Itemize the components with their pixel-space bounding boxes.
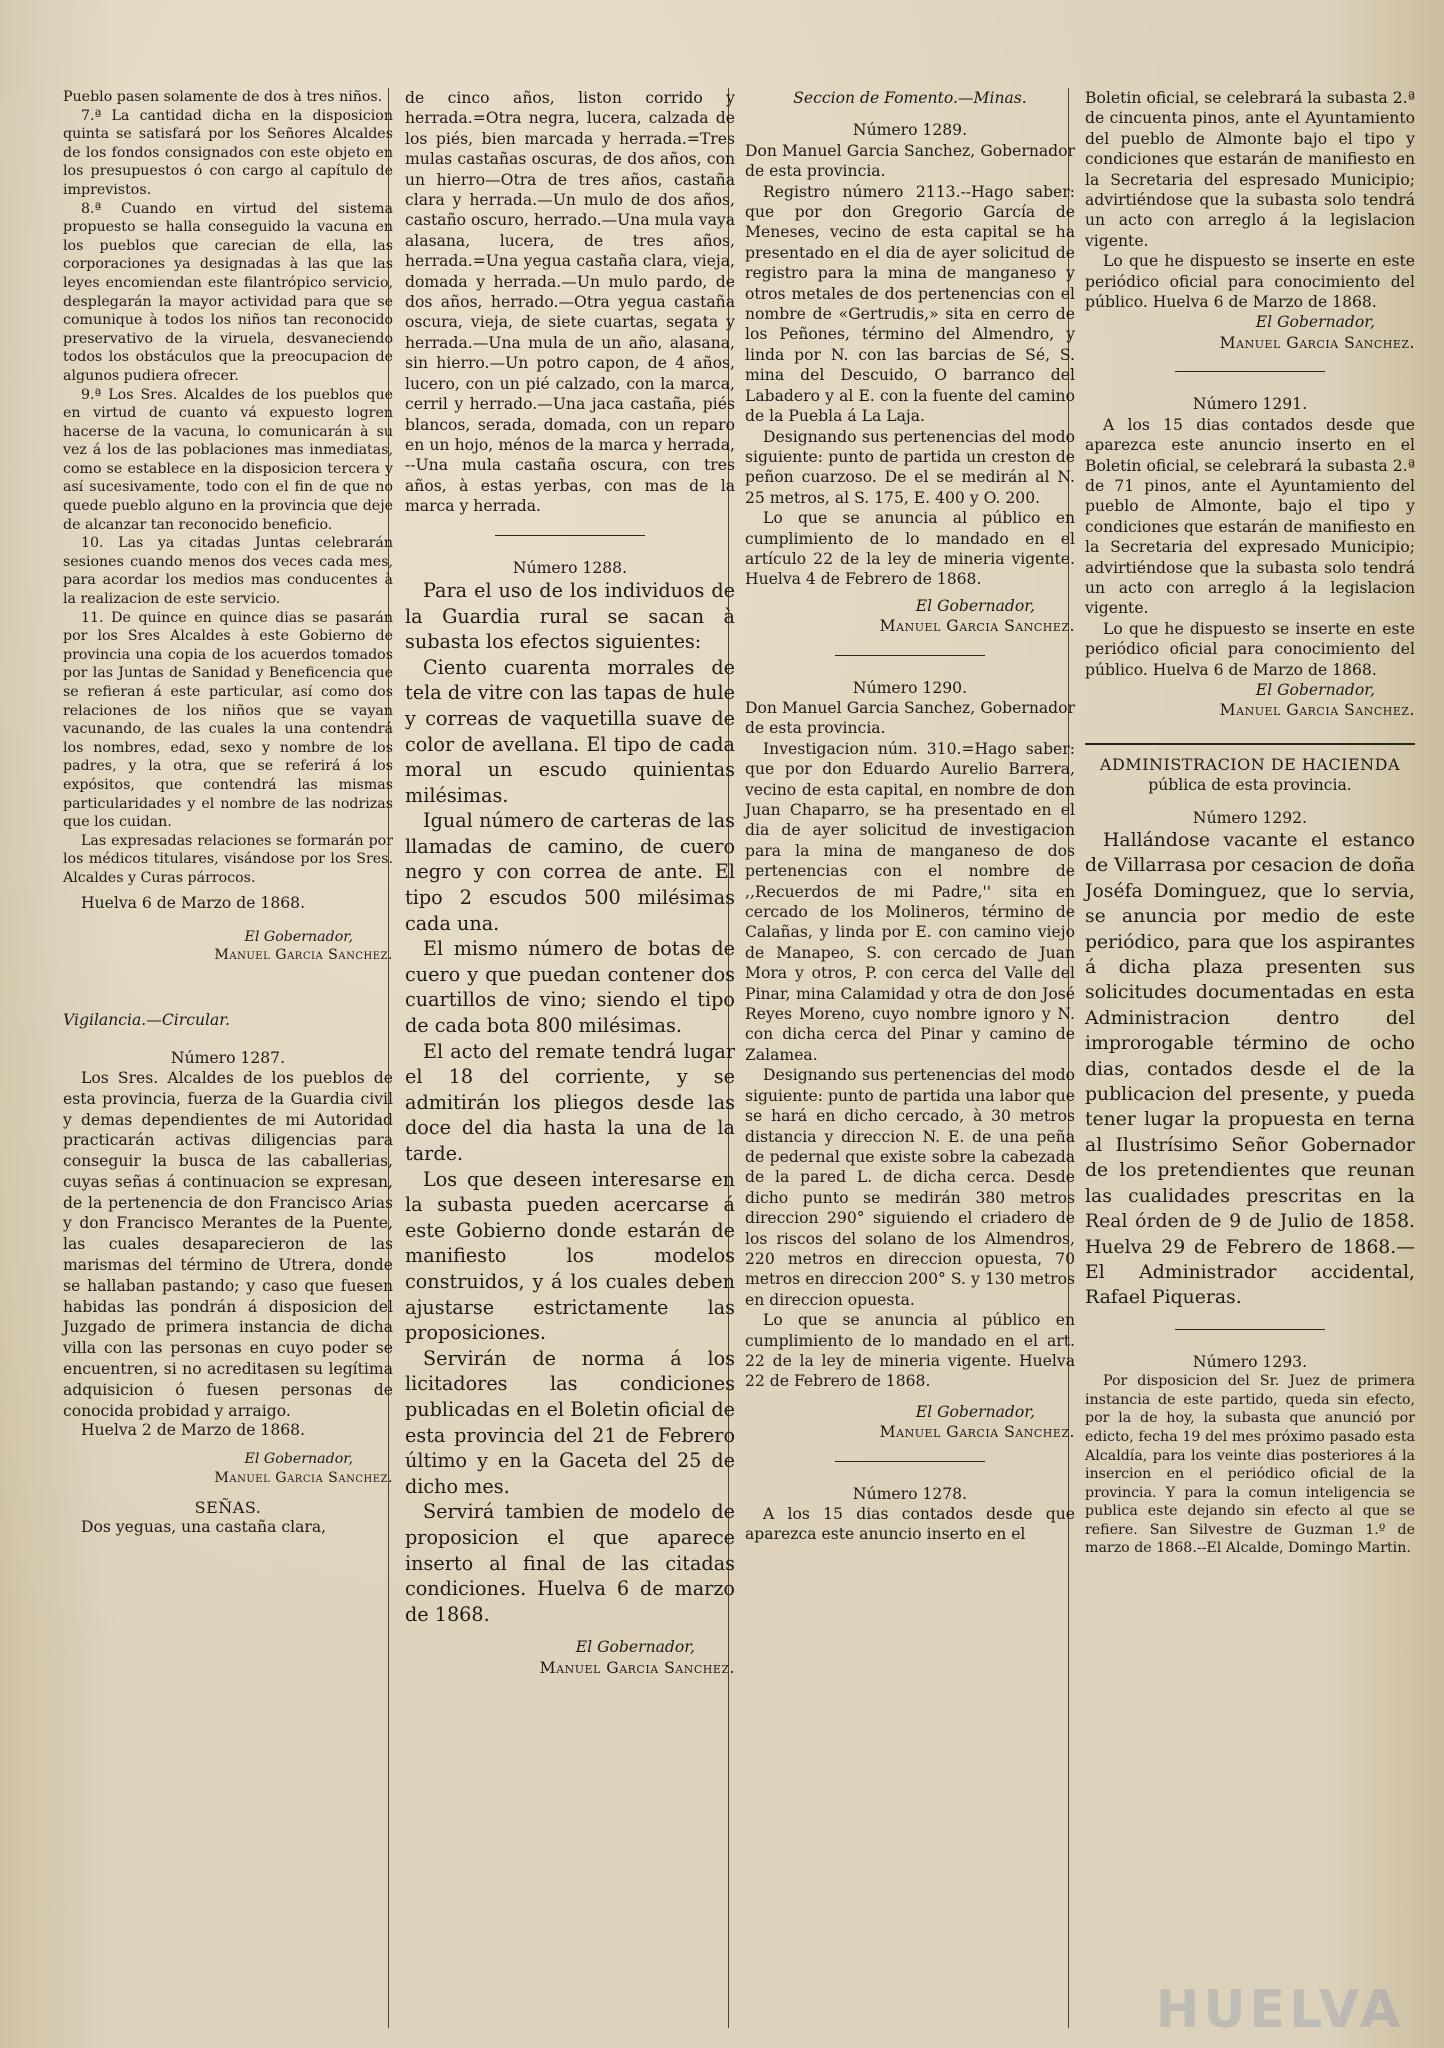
senas-heading: SEÑAS. bbox=[194, 1498, 262, 1518]
date-line: Huelva 6 de Marzo de 1868. bbox=[81, 893, 306, 912]
paragraph: Ciento cuarenta morrales de tela de vitre con las tapas de hule y correas de vaquetilla suave de color de avellana. El tipo de cada moral un escudo quinientas milésimas. bbox=[405, 655, 735, 807]
separator-rule bbox=[1175, 1329, 1325, 1330]
paragraph: 9.ª Los Sres. Alcaldes de los pueblos que en virtud de cuanto vá expuesto logren hacerse de la vacuna, lo comunicarán à su vez á los de las poblaciones mas inmediatas, como se establece en la disposicion tercera y así sucesivamente, todo con el fin de que no quede pueblo alguno en la provincia que deje de alcanzar tan reconocido beneficio. bbox=[63, 386, 393, 533]
paragraph: A los 15 dias contados desde que aparezca este anuncio inserto en el bbox=[745, 1505, 1075, 1544]
signature-name: Manuel Garcia Sanchez. bbox=[1219, 701, 1415, 720]
signature-title: El Gobernador, bbox=[915, 596, 1035, 615]
signature-title: El Gobernador, bbox=[575, 1638, 695, 1657]
paragraph: Igual número de carteras de las llamadas de camino, de cuero negro y con correa de ante. El tipo 2 escudos 500 milésimas cada una. bbox=[405, 809, 735, 935]
paragraph: Servirán de norma á los licitadores las condiciones publicadas en el Boletin oficial de esta provincia del 21 de Febrero último y en la Gaceta del 25 de dicho mes. bbox=[405, 1346, 735, 1498]
paragraph: Lo que he dispuesto se inserte en este periódico oficial para conocimiento del público. Huelva 6 de Marzo de 1868. bbox=[1085, 252, 1415, 312]
signature-title: El Gobernador, bbox=[1255, 680, 1375, 699]
signature-name: Manuel Garcia Sanchez. bbox=[214, 1469, 393, 1486]
notice-number: Número 1292. bbox=[1192, 808, 1308, 827]
paragraph: 7.ª La cantidad dicha en la disposicion quinta se satisfará por los Señores Alcaldes de los fondos consignados con este objeto en los presupuestos ó con cargo al capítulo de imprevistos. bbox=[63, 107, 393, 198]
notice-header: Don Manuel Garcia Sanchez, Gobernador de esta provincia. bbox=[745, 141, 1075, 181]
signature-title: El Gobernador, bbox=[1255, 313, 1375, 332]
signature-name: Manuel Garcia Sanchez. bbox=[539, 1658, 735, 1677]
section-rule bbox=[1085, 743, 1415, 745]
signature-name: Manuel Garcia Sanchez. bbox=[879, 617, 1075, 636]
separator-rule bbox=[495, 535, 645, 536]
notice-number: Número 1293. bbox=[1192, 1352, 1308, 1371]
separator-rule bbox=[835, 1461, 985, 1462]
column-4 bbox=[1085, 88, 1415, 1558]
separator-rule bbox=[1175, 371, 1325, 372]
signature-title: El Gobernador, bbox=[244, 928, 353, 945]
paragraph: El acto del remate tendrá lugar el 18 del corriente, y se admitirán los pliegos desde las doce del dia hasta la una de la tarde. bbox=[405, 1039, 735, 1165]
paragraph: Designando sus pertenencias del modo siguiente: punto de partida una labor que se hará en dicho cercado, à 30 metros distancia y direccion N. E. de una peña de pedernal que existe sobre la cabezada de la pared L. de dicha cerca. Desde dicho punto se medirán 380 metros direccion 290° siguiendo el criadero de los riscos del solano de los Almendros, 220 metros en direccion opuesta, 70 metros en direccion 200° S. y 130 metros en direccion opuesta. bbox=[745, 1066, 1075, 1309]
paragraph: Los que deseen interesarse en la subasta pueden acercarse á este Gobierno donde estarán de manifiesto los modelos construidos, y á los cuales deben ajustarse estrictamente las proposiciones. bbox=[405, 1167, 735, 1345]
watermark-logo: HUELVA bbox=[1155, 1980, 1404, 2040]
signature-name: Manuel Garcia Sanchez. bbox=[214, 947, 393, 964]
section-heading: Vigilancia.—Circular. bbox=[63, 1010, 230, 1029]
paragraph: Para el uso de los individuos de la Guardia rural se sacan à subasta los efectos siguientes: bbox=[405, 578, 735, 654]
notice-number: Número 1278. bbox=[852, 1484, 968, 1503]
paragraph: 10. Las ya citadas Juntas celebrarán sesiones cuando menos dos veces cada mes, para acordar los medios mas conducentes à la realizacion de este servicio. bbox=[63, 535, 393, 608]
paragraph: Lo que se anuncia al público en cumplimiento de lo mandado en el art. 22 de la ley de mineria vigente. Huelva 22 de Febrero de 1868. bbox=[745, 1311, 1075, 1391]
paragraph: Investigacion núm. 310.=Hago saber: que por don Eduardo Aurelio Barrera, vecino de esta capital, en nombre de don Juan Chaparro, se ha presentado en el dia de ayer solicitud de investigacion para la mina de manganeso de dos pertenencias con el nombre de ,,Recuerdos de mi Padre,'' sita en cercado de los Molineros, término de Calañas, y linda por E. con camino viejo de Manapeo, S. con cercado de Juan Mora y otros, P. con cerca del Valle del Pinar, mina Calamidad y otra de don José Reyes Moreno, cuyo nombre ignoro y N. con dicha cerca del Pinar y camino de Zalamea. bbox=[745, 739, 1075, 1064]
notice-number: Número 1290. bbox=[852, 678, 968, 697]
administration-subheading: pública de esta provincia. bbox=[1148, 776, 1352, 795]
notice-number: Número 1291. bbox=[1192, 395, 1308, 414]
signature-name: Manuel Garcia Sanchez. bbox=[1219, 333, 1415, 352]
paragraph: Las expresadas relaciones se formarán por los médicos titulares, visándose por los Sres. Alcaldes y Curas párrocos. bbox=[63, 832, 393, 886]
paragraph: Pueblo pasen solamente de dos à tres niños. bbox=[63, 89, 383, 105]
paragraph: Los Sres. Alcaldes de los pueblos de esta provincia, fuerza de la Guardia civil y demas dependientes de mi Autoridad practicarán activas diligencias para conseguir la busca de las caballerias, cuyas señas á continuacion se expresan, de la pertenencia de don Francisco Arias y don Francisco Merantes de la Puente, las cuales desaparecieron de las marismas del término de Utrera, donde se hallaban pastando; y caso que fuesen habidas las pondrán á disposicion del Juzgado de primera instancia de dicha villa con las personas en cuyo poder se encuentren, si no acreditasen su legítima adquisicion ó fuesen personas de conocida probidad y arraigo. bbox=[63, 1068, 393, 1420]
paragraph: de cinco años, liston corrido y herrada.=Otra negra, lucera, calzada de los piés, bien marcada y herrada.=Tres mulas castañas oscuras, de dos años, con un hierro—Otra de tres años, castaña clara y herrada.—Un mulo de dos años, castaño oscuro, herrado.—Una mula vaya alasana, lucera, de tres años, herrada.=Una yegua castaña clara, vieja, domada y herrada.—Un mulo pardo, de dos años, herrado.—Otra yegua castaña oscura, vieja, de siete cuartas, segata y herrada.—Una mula de un año, alasana, sin hierro.—Un potro capon, de 4 años, lucero, con un pié calzado, con la marca, cerril y herrado.—Una jaca castaña, piés blancos, serada, domada, con un reparo en un hojo, ménos de la marca y herrada, --Una mula castaña oscura, con tres años, à estas yerbas, con mas de la marca y herrada. bbox=[405, 89, 735, 516]
paragraph: Lo que se anuncia al público en cumplimiento de lo mandado en el artículo 22 de la ley de mineria vigente. Huelva 4 de Febrero de 1868. bbox=[745, 509, 1075, 589]
notice-number: Número 1288. bbox=[512, 558, 628, 577]
paragraph: Por disposicion del Sr. Juez de primera instancia de este partido, queda sin efecto, por la de hoy, la subasta que anunció por edicto, fecha 19 del mes próximo pasado esta Alcaldía, para los veinte dias posteriores á la insercion en el periódico oficial de la provincia. Y para la comun inteligencia se publica este dejando sin efecto al que se refiere. San Silvestre de Guzman 1.º de marzo de 1868.--El Alcalde, Domingo Martin. bbox=[1085, 1373, 1415, 1557]
paragraph: Designando sus pertenencias del modo siguiente: punto de partida un creston de peñon cuarzoso. De el se medirán al N. 25 metros, al S. 175, E. 400 y O. 200. bbox=[745, 427, 1075, 507]
administration-heading: ADMINISTRACION DE HACIENDA bbox=[1099, 754, 1401, 774]
paragraph: Hallándose vacante el estanco de Villarrasa por cesacion de doña Joséfa Dominguez, que lo servia, se anuncia por medio de este periódico, para que los aspirantes á dicha plaza presenten sus solicitudes documentadas en esta Administracion dentro del improrogable término de ocho dias, contados desde el de la publicacion del presente, y pueda tener lugar la propuesta en terna al Ilustrísimo Señor Gobernador de los pretendientes que reunan las cualidades prescritas en la Real órden de 9 de Julio de 1858. Huelva 29 de Febrero de 1868.—El Administrador accidental, Rafael Piqueras. bbox=[1085, 830, 1415, 1309]
column-1 bbox=[63, 88, 393, 1536]
paragraph: El mismo número de botas de cuero y que puedan contener dos cuartillos de vino; siendo el tipo de cada bota 800 milésimas. bbox=[405, 937, 735, 1038]
signature-title: El Gobernador, bbox=[244, 1451, 353, 1468]
notice-number: Número 1287. bbox=[170, 1049, 286, 1068]
paragraph: 8.ª Cuando en virtud del sistema propuesto se halla conseguido la vacuna en los pueblos que carecian de ella, las corporaciones ya designadas à las que las leyes encomiendan este filantrópico servicio, desplegarán la mayor actividad para que se comunique à todos los niños tan reconocido preservativo de la viruela, desvaneciendo todos los obstáculos que la preocupacion de algunos pudiera ofrecer. bbox=[63, 200, 393, 384]
notice-header: Don Manuel Garcia Sanchez, Gobernador de esta provincia. bbox=[745, 698, 1075, 738]
column-3 bbox=[745, 88, 1075, 1545]
paragraph: Dos yeguas, una castaña clara, bbox=[81, 1517, 327, 1536]
paragraph: Lo que he dispuesto se inserte en este periódico oficial para conocimiento del público. Huelva 6 de Marzo de 1868. bbox=[1085, 619, 1415, 679]
paragraph: Registro número 2113.--Hago saber: que por don Gregorio García de Meneses, vecino de esta capital se ha presentado en el dia de ayer solicitud de registro para la mina de manganeso y otros metales de dos pertenencias con el nombre de «Gertrudis,» sita en cerro de los Peñones, término del Almendro, y linda por N. con las barcias de Sé, S. mina del Descuido, O barranco del Labadero y al E. con la fuente del camino de la Puebla á La Laja. bbox=[745, 182, 1075, 426]
paragraph: 11. De quince en quince dias se pasarán por los Sres Alcaldes à este Gobierno de provincia una copia de los acuerdos tomados por las Juntas de Sanidad y Beneficencia que se refieran á este particular, así como dos relaciones de los niños que se vayan vacunando, de las cuales la una contendrá los nombres, edad, sexo y nombre de los padres, y la otra, que se referirá á los expósitos, que contendrá las mismas particularidades y el nombre de las nodrizas que los cuidan. bbox=[63, 609, 393, 831]
date-line: Huelva 2 de Marzo de 1868. bbox=[81, 1421, 306, 1440]
signature-title: El Gobernador, bbox=[915, 1402, 1035, 1421]
signature-name: Manuel Garcia Sanchez. bbox=[879, 1423, 1075, 1442]
column-2 bbox=[405, 88, 735, 1678]
notice-number: Número 1289. bbox=[852, 121, 968, 140]
section-heading: Seccion de Fomento.—Minas. bbox=[793, 89, 1027, 107]
separator-rule bbox=[835, 655, 985, 656]
paragraph: Boletin oficial, se celebrará la subasta 2.ª de cincuenta pinos, ante el Ayuntamiento del pueblo de Almonte bajo el tipo y condiciones que estarán de manifiesto en la Secretaria del espresado Municipio; advirtiéndose que la subasta solo tendrá un acto con arreglo á la legislacion vigente. bbox=[1085, 89, 1415, 250]
paragraph: Servirá tambien de modelo de proposicion el que aparece inserto al final de las citadas condiciones. Huelva 6 de marzo de 1868. bbox=[405, 1500, 735, 1626]
paragraph: A los 15 dias contados desde que aparezca este anuncio inserto en el Boletin oficial, se celebrará la subasta 2.ª de 71 pinos, ante el Ayuntamiento del pueblo de Almonte, bajo el tipo y condiciones que estarán de manifiesto en la Secretaria del expresado Municipio; advirtiéndose que la subasta solo tendrá un acto con arreglo á la legislacion vigente. bbox=[1085, 415, 1415, 618]
